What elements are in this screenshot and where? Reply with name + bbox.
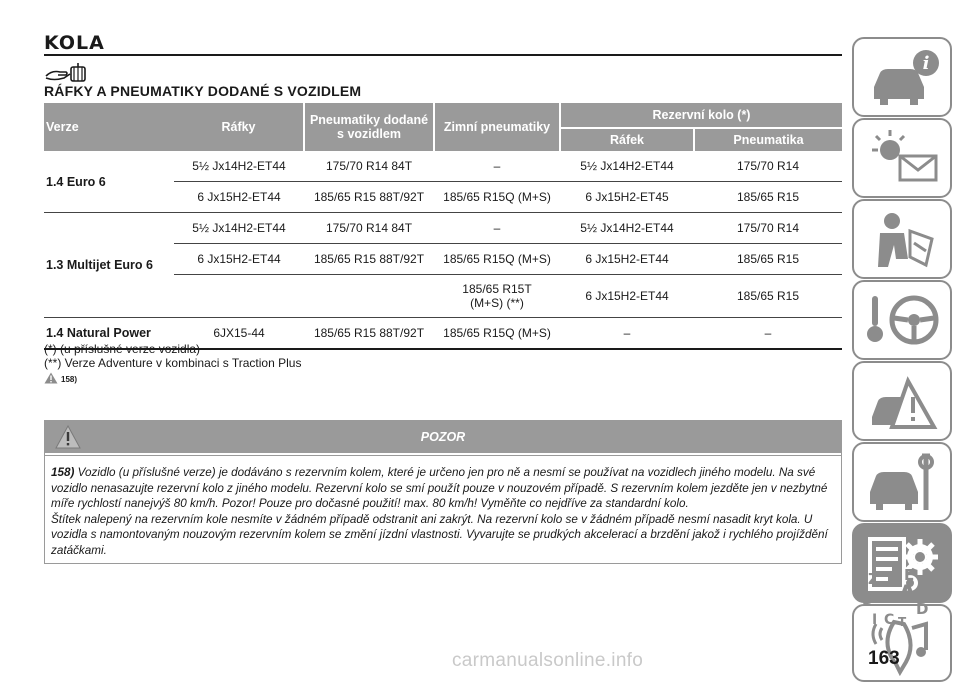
svg-text:C: C [884,612,895,628]
tab-car-info[interactable] [852,37,952,117]
warning-body [51,465,837,558]
wheel-hand-icon [44,62,88,82]
spare-tyre-cell: 185/65 R15 [694,244,842,275]
rim-cell: 6 Jx15H2-ET44 [174,244,304,275]
safety-icon [866,209,942,271]
page-heading: KOLA [44,32,105,54]
rim-cell [174,275,304,318]
svg-text:I: I [872,612,878,628]
spare-tyre-cell: – [694,318,842,350]
col-header-rims: Ráfky [174,103,304,151]
car-info-icon [866,47,942,109]
warning-text: Vozidlo (u příslušné verze) je dodáváno s rezervním kolem, které je určeno jen pro ně a nesmí se používat na vozidlech jiného modelu. Na své vozidlo nenasazujte rezervní kolo z jiného modelu. Rezervní kolo se smí použít pouze v nouzovém případě. S rezervním kolem jezděte jen v nezbytné míře rychlostí nanejvýš 80 km/h. Pozor! Pouze pro dočasné použití! max. 80 km/h! Vyměňte co nejdříve za standardní kolo. [51,466,828,510]
col-header-spare-wheel: Rezervní kolo (*) [560,103,842,128]
winter-cell: 185/65 R15Q (M+S) [434,318,560,350]
warning-header [45,421,841,453]
watermark: carmanualsonline.info [452,650,644,671]
svg-text:E: E [904,566,915,584]
version-cell: 1.4 Euro 6 [44,151,174,213]
tyre-cell: 175/70 R14 84T [304,213,434,244]
tab-maintenance[interactable] [852,442,952,522]
warning-title: POZOR [420,430,466,444]
col-header-tyres-supplied: Pneumatiky dodané s vozidlem [304,103,434,151]
section-title: RÁFKY A PNEUMATIKY DODANÉ S VOZIDLEM [44,83,362,99]
spare-tyre-cell: 175/70 R14 [694,213,842,244]
warning-paragraph [51,465,837,512]
col-header-winter-tyres: Zimní pneumatiky [434,103,560,151]
svg-text:Z: Z [868,570,879,588]
warning-number: 158) [51,466,75,479]
winter-cell: – [434,151,560,182]
spare-rim-cell: 6 Jx15H2-ET44 [560,275,694,318]
footnotes [44,342,301,370]
version-cell: 1.3 Multijet Euro 6 [44,213,174,318]
spare-tyre-cell: 185/65 R15 [694,275,842,318]
svg-text:T: T [898,615,907,629]
winter-cell: – [434,213,560,244]
spare-rim-cell: – [560,318,694,350]
tyre-cell [304,275,434,318]
warning-triangle-icon [44,372,58,384]
col-header-spare-tyre: Pneumatika [694,128,842,151]
warning-lights-icon [866,128,942,190]
footnote: (**) Verze Adventure v kombinaci s Traction Plus [44,356,302,370]
spare-rim-cell: 5½ Jx14H2-ET44 [560,213,694,244]
spare-tyre-cell: 185/65 R15 [694,182,842,213]
emergency-icon [866,371,942,433]
index-icon [858,566,938,630]
tab-driving[interactable] [852,280,952,360]
spare-rim-cell: 6 Jx15H2-ET44 [560,244,694,275]
tab-safety[interactable] [852,199,952,279]
footnote: (*) (u příslušné verze vozidla) [44,342,201,356]
winter-cell: 185/65 R15Q (M+S) [434,182,560,213]
tyre-cell: 175/70 R14 84T [304,151,434,182]
page-number: 163 [868,648,900,669]
tyre-cell: 185/65 R15 88T/92T [304,244,434,275]
warning-header-rule [45,453,841,456]
svg-text:i: i [922,53,930,74]
rim-cell: 6JX15-44 [174,318,304,350]
maintenance-icon [866,452,942,514]
winter-cell: 185/65 R15T (M+S) (**) [434,275,560,318]
warning-paragraph: Štítek nalepený na rezervním kole nesmíte v žádném případě odstranit ani zakrýt. Na rezervní kolo se v žádném případě nesmí nasadit kryt kola. U vozidla s namontovaným nouzovým rezervním kolem se změní jízdní vlastnosti. Vyvarujte se prudkých akcelerací a brzdění jakož i rychlého projíždění zatáčkami. [51,512,828,557]
spare-rim-cell: 6 Jx15H2-ET45 [560,182,694,213]
rim-cell: 5½ Jx14H2-ET44 [174,213,304,244]
spare-rim-cell: 5½ Jx14H2-ET44 [560,151,694,182]
warning-reference [44,372,77,384]
col-header-version: Verze [44,103,174,151]
tab-warning-lights[interactable] [852,118,952,198]
tyre-cell: 185/65 R15 88T/92T [304,318,434,350]
version-cell: 1.4 Natural Power [44,318,174,350]
svg-text:B: B [862,592,873,608]
warning-reference-number: 158) [61,375,78,384]
col-header-spare-rim: Ráfek [560,128,694,151]
svg-text:D: D [916,600,929,618]
driving-icon [866,290,942,352]
table-row [44,213,842,244]
heading-rule [44,54,842,56]
rims-tyres-table [44,103,842,350]
tyre-cell: 185/65 R15 88T/92T [304,182,434,213]
rim-cell: 6 Jx15H2-ET44 [174,182,304,213]
warning-box [44,420,842,564]
spare-tyre-cell: 175/70 R14 [694,151,842,182]
rim-cell: 5½ Jx14H2-ET44 [174,151,304,182]
tab-emergency[interactable] [852,361,952,441]
svg-text:A: A [898,580,917,608]
table-row [44,151,842,182]
winter-cell: 185/65 R15Q (M+S) [434,244,560,275]
